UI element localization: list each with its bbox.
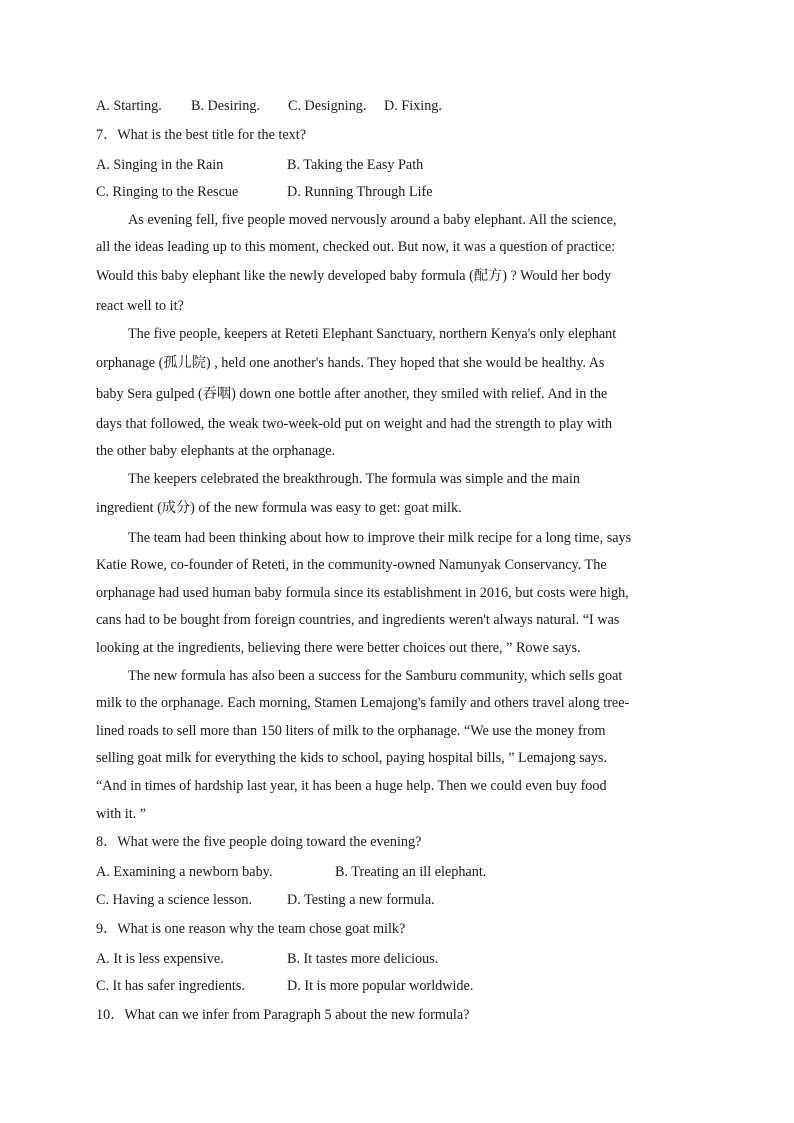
q9-option-c: C. It has safer ingredients.	[96, 978, 245, 994]
paragraph-2-line-2: orphanage (孤儿院) , held one another's hands. They hoped that she would be healthy. As	[96, 355, 605, 371]
q7-question: 7．What is the best title for the text?	[96, 127, 306, 143]
paragraph-2-line-5: the other baby elephants at the orphanage.	[96, 443, 336, 459]
paragraph-5-line-6: with it. ”	[96, 806, 147, 822]
q7-options-row-1	[96, 156, 424, 174]
paragraph-1-line-3: Would this baby elephant like the newly developed baby formula (配方) ? Would her body	[96, 268, 612, 284]
q9-option-d: D. It is more popular worldwide.	[287, 978, 474, 994]
paragraph-5-line-1: The new formula has also been a success for the Samburu community, which sells goat	[128, 668, 623, 684]
q6-option-b: B. Desiring.	[191, 98, 260, 114]
paragraph-3-line-2: ingredient (成分) of the new formula was easy to get: goat milk.	[96, 500, 462, 516]
q10-question: 10．What can we infer from Paragraph 5 about the new formula?	[96, 1007, 470, 1023]
paragraph-4-line-2: Katie Rowe, co-founder of Reteti, in the community-owned Namunyak Conservancy. The	[96, 557, 607, 573]
paragraph-5-line-4: selling goat milk for everything the kids to school, paying hospital bills, ” Lemajong says.	[96, 750, 608, 766]
q8-option-d: D. Testing a new formula.	[287, 892, 435, 908]
q9-option-b: B. It tastes more delicious.	[287, 951, 439, 967]
q6-options-row	[96, 97, 442, 115]
q7-option-a: A. Singing in the Rain	[96, 157, 224, 173]
paragraph-4-line-3: orphanage had used human baby formula since its establishment in 2016, but costs were high,	[96, 585, 629, 601]
q8-option-c: C. Having a science lesson.	[96, 892, 253, 908]
q7-options-row-2	[96, 183, 433, 201]
q8-question: 8．What were the five people doing toward the evening?	[96, 834, 422, 850]
q8-options-row-2	[96, 891, 435, 909]
paragraph-1-line-1: As evening fell, five people moved nervously around a baby elephant. All the science,	[128, 212, 617, 228]
paragraph-3-line-1: The keepers celebrated the breakthrough. The formula was simple and the main	[128, 471, 580, 487]
q9-question: 9．What is one reason why the team chose goat milk?	[96, 921, 406, 937]
paragraph-2-line-3: baby Sera gulped (吞咽) down one bottle after another, they smiled with relief. And in the	[96, 386, 608, 402]
paragraph-4-line-5: looking at the ingredients, believing there were better choices out there, ” Rowe says.	[96, 640, 581, 656]
q7-option-b: B. Taking the Easy Path	[287, 157, 424, 173]
paragraph-4-line-1: The team had been thinking about how to improve their milk recipe for a long time, says	[128, 530, 632, 546]
paragraph-4-line-4: cans had to be bought from foreign countries, and ingredients weren't always natural. “I was	[96, 612, 620, 628]
q9-option-a: A. It is less expensive.	[96, 951, 224, 967]
q9-options-row-1	[96, 950, 439, 968]
q8-option-b: B. Treating an ill elephant.	[335, 864, 487, 880]
q6-option-d: D. Fixing.	[384, 98, 442, 114]
paragraph-5-line-2: milk to the orphanage. Each morning, Stamen Lemajong's family and others travel along tree-	[96, 695, 630, 711]
paragraph-2-line-1: The five people, keepers at Reteti Elephant Sanctuary, northern Kenya's only elephant	[128, 326, 617, 342]
q8-options-row-1	[96, 863, 487, 881]
paragraph-1-line-4: react well to it?	[96, 298, 184, 314]
paragraph-2-line-4: days that followed, the weak two-week-old put on weight and had the strength to play with	[96, 416, 613, 432]
q9-options-row-2	[96, 977, 474, 995]
q7-option-c: C. Ringing to the Rescue	[96, 184, 239, 200]
q7-option-d: D. Running Through Life	[287, 184, 433, 200]
q6-option-c: C. Designing.	[288, 98, 367, 114]
paragraph-5-line-3: lined roads to sell more than 150 liters of milk to the orphanage. “We use the money from	[96, 723, 606, 739]
q8-option-a: A. Examining a newborn baby.	[96, 864, 273, 880]
paragraph-5-line-5: “And in times of hardship last year, it has been a huge help. Then we could even buy food	[96, 778, 607, 794]
paragraph-1-line-2: all the ideas leading up to this moment, checked out. But now, it was a question of practice:	[96, 239, 616, 255]
q6-option-a: A. Starting.	[96, 98, 162, 114]
